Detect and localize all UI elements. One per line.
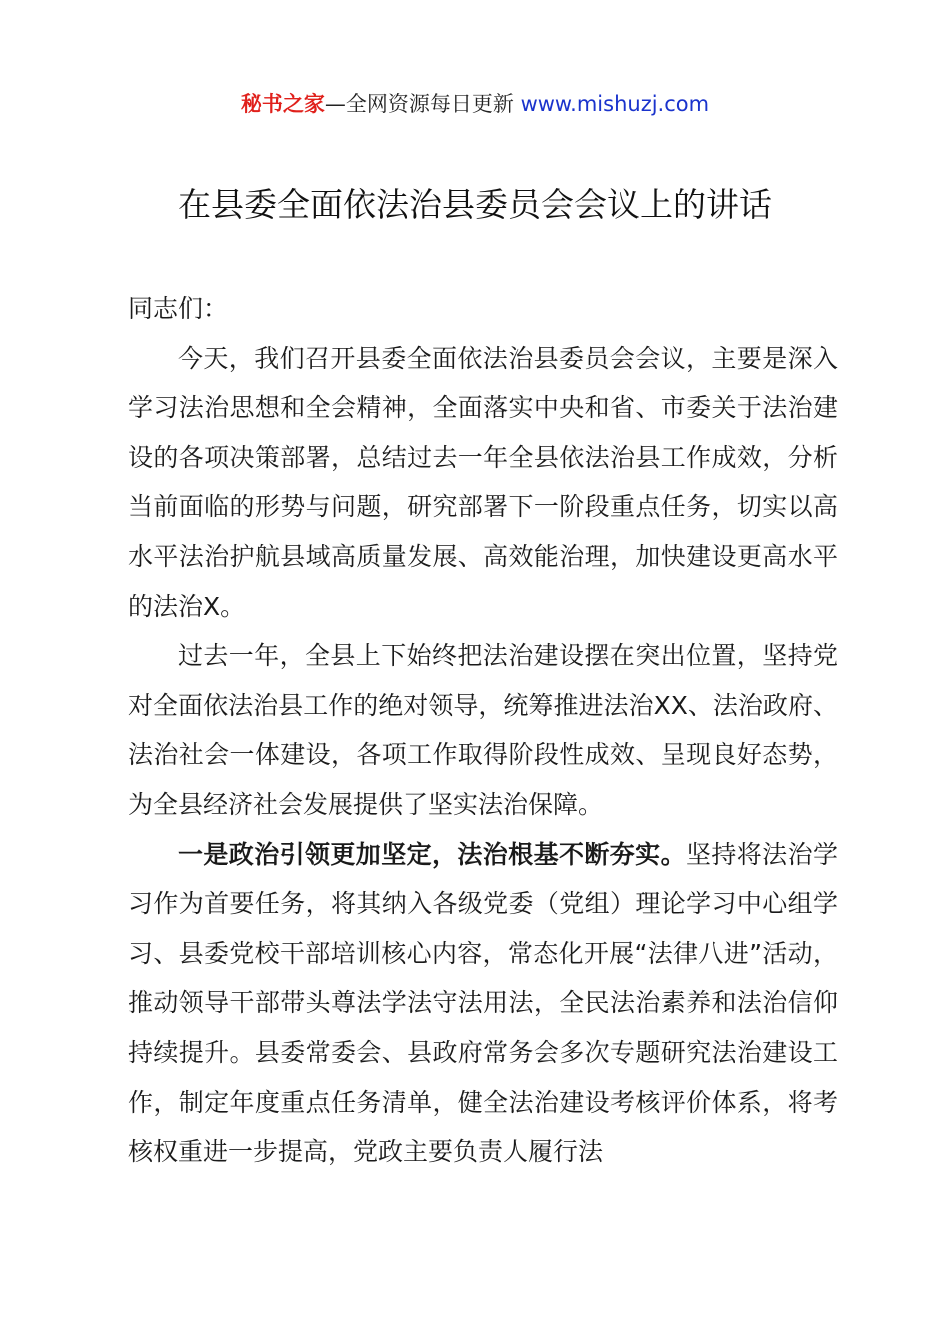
salutation: 同志们：	[128, 294, 229, 323]
brand-name: 秘书之家	[240, 92, 325, 116]
site-url-link[interactable]: www.mishuzj.com	[520, 92, 710, 116]
document-body	[128, 284, 838, 1177]
document-title: 在县委全面依法治县委员会会议上的讲话	[178, 185, 772, 224]
site-header	[0, 88, 950, 120]
section-1-body: 坚持将法治学习作为首要任务，将其纳入各级党委（党组）理论学习中心组学习、县委党校干部培训核心内容，常态化开展“法律八进”活动，推动领导干部带头尊法学法守法用法，全民法治素养和法治信仰持续提升。县委常委会、县政府常务会多次专题研究法治建设工作，制定年度重点任务清单，健全法治建设考核评价体系，将考核权重进一步提高，党政主要负责人履行法	[128, 839, 838, 1167]
section-1-lead: 一是政治引领更加坚定，法治根基不断夯实。	[178, 839, 686, 869]
header-tagline: —全网资源每日更新	[324, 92, 521, 116]
paragraph-intro: 今天，我们召开县委全面依法治县委员会会议，主要是深入学习法治思想和全会精神，全面落实中央和省、市委关于法治建设的各项决策部署，总结过去一年全县依法治县工作成效，分析当前面临的形势与问题，研究部署下一阶段重点任务，切实以高水平法治护航县域高质量发展、高效能治理，加快建设更高水平的法治X。	[128, 343, 838, 621]
paragraph-section-1	[128, 830, 838, 1177]
paragraph-review: 过去一年，全县上下始终把法治建设摆在突出位置，坚持党对全面依法治县工作的绝对领导，统筹推进法治XX、法治政府、法治社会一体建设，各项工作取得阶段性成效、呈现良好态势，为全县经济社会发展提供了坚实法治保障。	[128, 641, 838, 819]
